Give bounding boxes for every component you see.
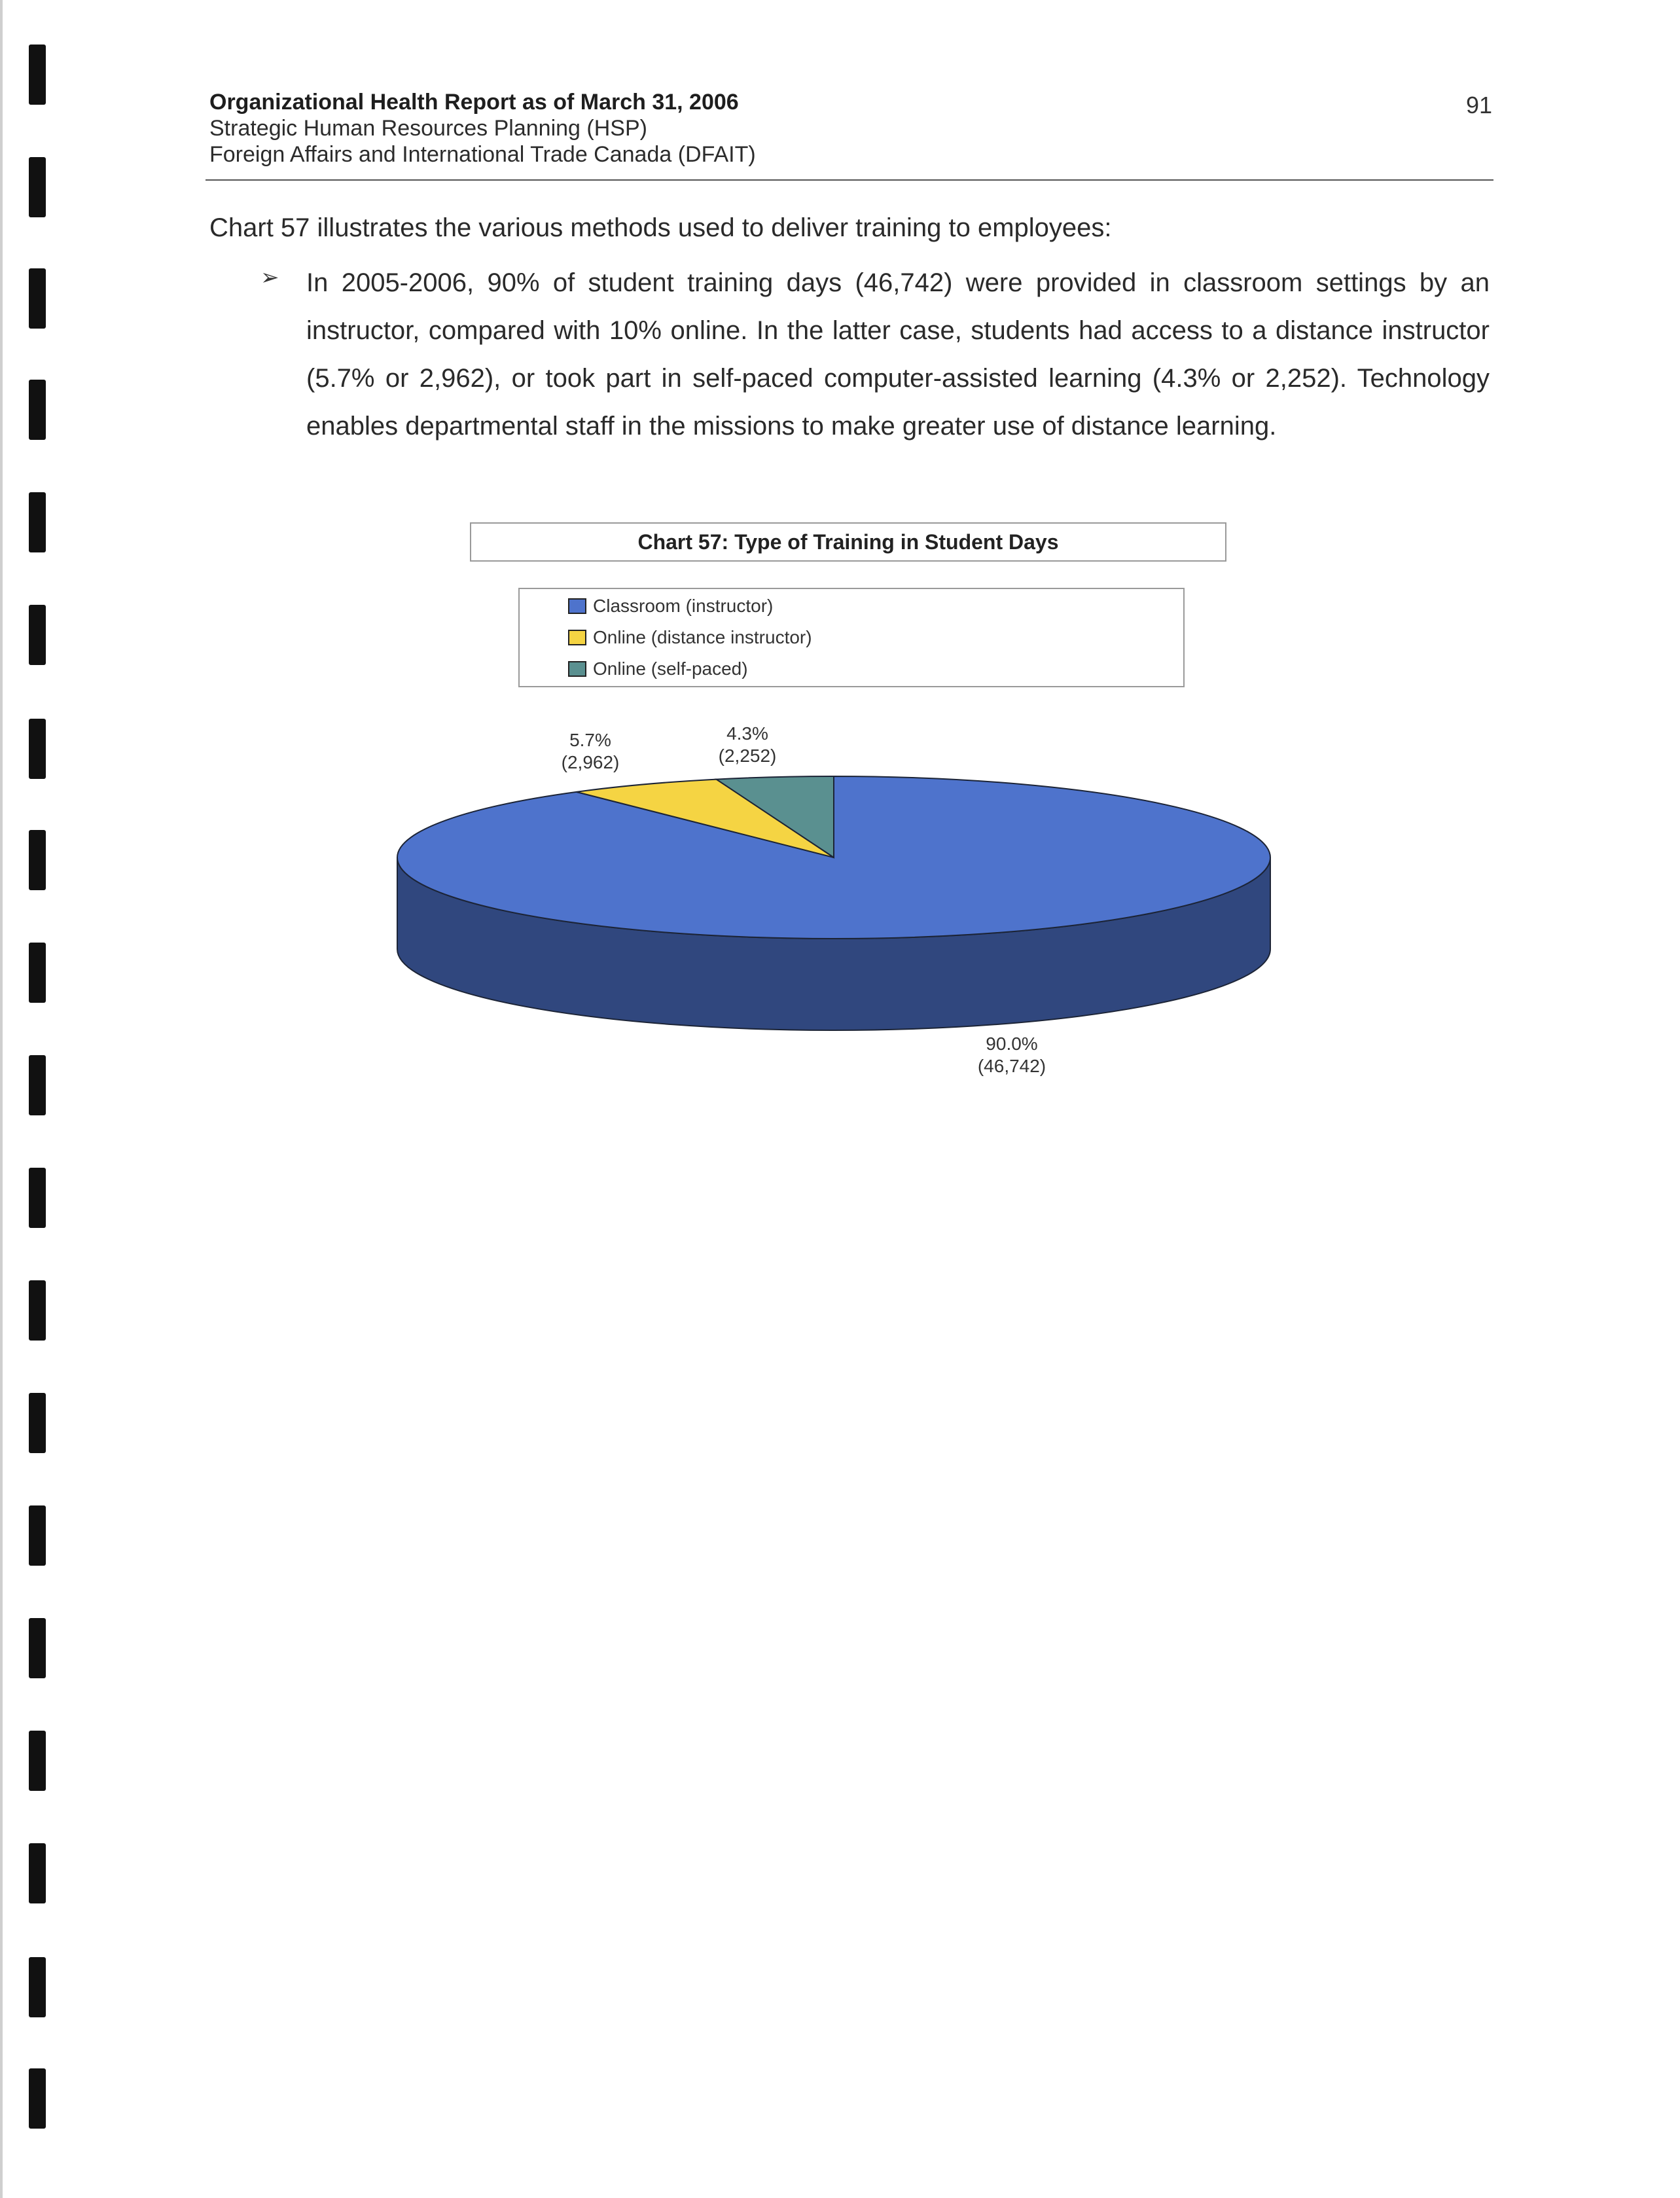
intro-paragraph: Chart 57 illustrates the various methods used to deliver training to employees: xyxy=(209,213,1112,242)
legend-label-distance: Online (distance instructor) xyxy=(593,627,812,647)
data-label-self-paced-value: (2,252) xyxy=(718,746,777,766)
report-subtitle-department: Strategic Human Resources Planning (HSP) xyxy=(209,116,647,141)
data-label-classroom-value: (46,742) xyxy=(977,1056,1046,1076)
arrow-bullet-icon: ➢ xyxy=(260,265,279,290)
data-label-self-paced-percent: 4.3% xyxy=(726,723,768,744)
data-label-self-paced xyxy=(688,723,806,767)
data-label-classroom xyxy=(953,1033,1071,1077)
report-subtitle-organization: Foreign Affairs and International Trade Canada (DFAIT) xyxy=(209,142,756,167)
data-label-classroom-percent: 90.0% xyxy=(986,1034,1038,1054)
report-title: Organizational Health Report as of March 31, 2006 xyxy=(209,90,739,115)
page-number: 91 xyxy=(1465,92,1492,118)
legend-label-self-paced: Online (self-paced) xyxy=(593,658,748,679)
data-label-distance xyxy=(531,729,649,774)
data-label-distance-value: (2,962) xyxy=(561,752,620,772)
data-label-distance-percent: 5.7% xyxy=(569,730,611,750)
bullet-paragraph: In 2005-2006, 90% of student training days (46,742) were provided in classroom settings by an instructor, compared with 10% online. In the latter case, students had access to a distance instructor (5.7% or 2,962), or took part in self-paced computer-assisted learning (4.3% or 2,252). Technology enables departmental staff in the missions to make greater use of distance learning. xyxy=(306,268,1490,441)
legend-label-classroom: Classroom (instructor) xyxy=(593,596,774,616)
chart-title: Chart 57: Type of Training in Student Days xyxy=(470,522,1226,562)
